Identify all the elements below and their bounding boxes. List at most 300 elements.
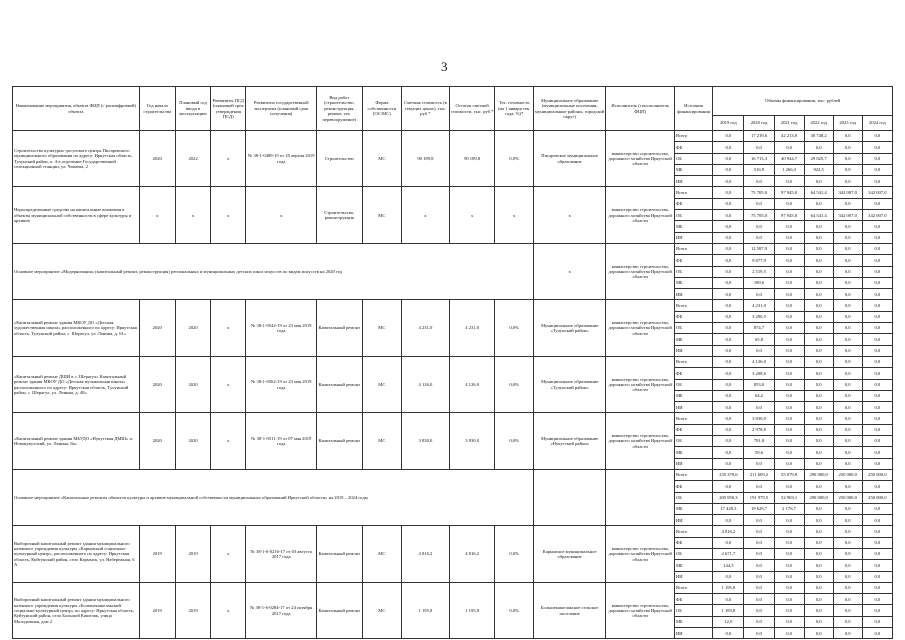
executor: министерство строительства, дорожного хозяйства Иркутской области xyxy=(606,300,674,356)
header-year: 2020 год xyxy=(744,116,774,131)
funding-amount: 0,0 xyxy=(862,345,892,356)
executor: министерство строительства, дорожного хозяйства Иркутской области xyxy=(606,582,674,638)
year-start: 2020 xyxy=(139,300,175,356)
header-year: 2024 год xyxy=(862,116,892,131)
tech-readiness: 0,0% xyxy=(495,300,533,356)
funding-source: Всего xyxy=(674,356,712,367)
header-source: Источник финансирования xyxy=(674,87,712,131)
funding-amount: 0,0 xyxy=(862,266,892,277)
funding-amount: 191 979,5 xyxy=(744,492,774,503)
funding-amount: 0,0 xyxy=(713,515,744,526)
year-end: 2020 xyxy=(175,356,210,412)
funding-amount: 0,0 xyxy=(862,221,892,232)
funding-amount: 2 978,8 xyxy=(744,424,774,435)
funding-source: ИИ xyxy=(674,628,712,639)
funding-amount: 0,0 xyxy=(862,153,892,164)
funding-amount: 0,0 xyxy=(804,277,833,288)
funding-amount: 9 877,9 xyxy=(744,255,774,266)
cost-balance: 1 195,8 xyxy=(449,582,495,638)
funding-amount: 0,0 xyxy=(744,515,774,526)
table-row xyxy=(13,187,893,198)
funding-amount: 0,0 xyxy=(862,232,892,243)
funding-amount: 0,0 xyxy=(804,436,833,447)
funding-amount: 0,0 xyxy=(862,311,892,322)
table-row xyxy=(13,469,893,480)
table-header xyxy=(13,87,893,131)
funding-amount: 0,0 xyxy=(774,356,804,367)
header-year-end: Плановый год ввода в эксплуатацию xyxy=(175,87,210,131)
funding-amount: 0,0 xyxy=(713,356,744,367)
funding-amount: 0,0 xyxy=(804,515,833,526)
funding-amount: 0,0 xyxy=(774,582,804,593)
funding-amount: 4 671,7 xyxy=(713,548,744,559)
funding-amount: 0,0 xyxy=(862,255,892,266)
funding-amount: 0,0 xyxy=(804,616,833,627)
funding-amount: 0,0 xyxy=(862,548,892,559)
funding-amount: 0,0 xyxy=(833,176,862,187)
funding-source: ОБ xyxy=(674,323,712,334)
funding-amount: 0,0 xyxy=(862,571,892,582)
ownership-form: МС xyxy=(362,187,401,243)
funding-amount: 0,0 xyxy=(804,582,833,593)
object-name: Выборочный капитальный ремонт здания муниципального казенного учреждения культуры «Карымский социально-культурный центр», расположенного по адресу: Иркутская область, Куйтунский район, село Карымск, ул. Набережная, 6 А xyxy=(13,526,140,582)
funding-source: Всего xyxy=(674,187,712,198)
funding-amount: 0,0 xyxy=(833,368,862,379)
funding-amount: 0,0 xyxy=(862,503,892,514)
funding-amount: 97 945,0 xyxy=(774,210,804,221)
municipality xyxy=(533,469,606,525)
expertise-details: № 38-1-0542-19 от 23 мая 2019 года xyxy=(246,300,317,356)
funding-amount: 0,0 xyxy=(804,413,833,424)
funding-amount: 0,0 xyxy=(833,515,862,526)
expertise-details: № 38-1-6-0216-17 от 03 августа 2017 года xyxy=(246,526,317,582)
tech-readiness: 0,0% xyxy=(495,526,533,582)
funding-amount: 0,0 xyxy=(833,277,862,288)
funding-amount: 0,0 xyxy=(713,447,744,458)
funding-amount: 30 748,2 xyxy=(804,131,833,142)
funding-amount: 290 000,0 xyxy=(804,492,833,503)
executor: министерство строительства, дорожного хозяйства Иркутской области xyxy=(606,187,674,243)
funding-amount: 0,0 xyxy=(804,458,833,469)
funding-amount: 0,0 xyxy=(833,390,862,401)
funding-amount: 0,0 xyxy=(833,526,862,537)
funding-amount: 4 126,0 xyxy=(744,356,774,367)
municipality: Муниципальное образование «Тулунский район» xyxy=(533,300,606,356)
table-row xyxy=(13,413,893,424)
funding-source: МБ xyxy=(674,390,712,401)
table-row xyxy=(13,131,893,142)
funding-amount: 0,0 xyxy=(744,548,774,559)
funding-amount: 3 830,0 xyxy=(744,413,774,424)
funding-amount: 65,8 xyxy=(744,334,774,345)
year-start: х xyxy=(139,187,175,243)
funding-amount: 0,0 xyxy=(833,232,862,243)
object-name: «Капитальный ремонт здания МБУДО «Нукутская ДМШ» п. Новонукутский, ул. Ленина, 8а» xyxy=(13,413,140,469)
funding-amount: 29 825,7 xyxy=(804,153,833,164)
object-name: Строительство культурно-досугового центра Писаревского муниципального образования по адресу: Иркутская область, Тулунский район, п. 4-е отделение Государственной селекционной станции, ул. Чапаева, 2 xyxy=(13,131,140,187)
work-type: Капитальный ремонт xyxy=(316,300,362,356)
funding-amount: 0,0 xyxy=(713,289,744,300)
funding-amount: 55 079,8 xyxy=(774,469,804,480)
funding-amount: 3 290,5 xyxy=(744,311,774,322)
funding-amount: 0,0 xyxy=(774,221,804,232)
funding-amount: 0,0 xyxy=(804,334,833,345)
funding-source: ОБ xyxy=(674,379,712,390)
funding-amount: 250 000,0 xyxy=(833,492,862,503)
pir-details: х xyxy=(211,582,246,638)
header-municipality: Муниципальное образование (муниципальные поселения, муниципальные районы, городской округ) xyxy=(533,87,606,131)
funding-amount: 0,0 xyxy=(862,176,892,187)
funding-amount: 0,0 xyxy=(862,458,892,469)
funding-amount: 0,0 xyxy=(804,537,833,548)
page-number: 3 xyxy=(441,59,448,74)
funding-amount: 0,0 xyxy=(744,402,774,413)
funding-amount: 0,0 xyxy=(833,413,862,424)
funding-amount: 0,0 xyxy=(833,582,862,593)
funding-amount: 1 183,8 xyxy=(713,605,744,616)
header-year: 2019 год xyxy=(713,116,744,131)
funding-amount: 0,0 xyxy=(804,560,833,571)
year-end: х xyxy=(175,187,210,243)
funding-amount: 0,0 xyxy=(833,605,862,616)
funding-amount: 0,0 xyxy=(744,526,774,537)
funding-amount: 0,0 xyxy=(713,402,744,413)
year-end: 2022 xyxy=(175,131,210,187)
funding-amount: 0,0 xyxy=(774,232,804,243)
tech-readiness: 0,0% xyxy=(495,413,533,469)
executor: министерство строительства, дорожного хозяйства Иркутской области xyxy=(606,243,674,299)
funding-amount: 0,0 xyxy=(804,628,833,639)
funding-amount: 0,0 xyxy=(713,277,744,288)
funding-amount: 0,0 xyxy=(713,458,744,469)
funding-amount: 0,0 xyxy=(833,447,862,458)
funding-amount: 0,0 xyxy=(862,334,892,345)
funding-amount: 0,0 xyxy=(833,628,862,639)
funding-amount: 0,0 xyxy=(713,379,744,390)
funding-amount: 12,0 xyxy=(713,616,744,627)
funding-amount: 0,0 xyxy=(713,424,744,435)
funding-source: ИИ xyxy=(674,515,712,526)
funding-amount: 0,0 xyxy=(862,537,892,548)
funding-amount: 0,0 xyxy=(744,221,774,232)
funding-amount: 0,0 xyxy=(862,390,892,401)
funding-amount: 0,0 xyxy=(833,424,862,435)
year-start: 2019 xyxy=(139,582,175,638)
funding-source: ФБ xyxy=(674,481,712,492)
funding-source: Всего xyxy=(674,526,712,537)
funding-amount: 0,0 xyxy=(804,142,833,153)
funding-source: МБ xyxy=(674,503,712,514)
funding-amount: 52 903,1 xyxy=(774,492,804,503)
funding-amount: 250 000,0 xyxy=(862,469,892,480)
funding-amount: 0,0 xyxy=(804,266,833,277)
funding-amount: 0,0 xyxy=(713,176,744,187)
funding-amount: 4 231,0 xyxy=(744,300,774,311)
funding-source: МБ xyxy=(674,616,712,627)
funding-source: ФБ xyxy=(674,198,712,209)
funding-amount: 0,0 xyxy=(713,142,744,153)
funding-amount: 0,0 xyxy=(833,221,862,232)
pir-details: х xyxy=(211,131,246,187)
table-row xyxy=(13,243,893,254)
funding-amount: 0,0 xyxy=(713,232,744,243)
funding-amount: 0,0 xyxy=(804,402,833,413)
pir-details: х xyxy=(211,187,246,243)
funding-amount: 0,0 xyxy=(804,345,833,356)
funding-amount: 0,0 xyxy=(862,277,892,288)
funding-amount: 0,0 xyxy=(774,560,804,571)
funding-amount: 59,6 xyxy=(744,447,774,458)
funding-source: ФБ xyxy=(674,311,712,322)
funding-amount: 17 428,3 xyxy=(713,503,744,514)
cost-balance: 4 231,0 xyxy=(449,300,495,356)
funding-source: МБ xyxy=(674,560,712,571)
funding-amount: 0,0 xyxy=(833,560,862,571)
funding-amount: 19 629,7 xyxy=(744,503,774,514)
estimated-cost: 4 126,0 xyxy=(402,356,450,412)
funding-amount: 3 208,6 xyxy=(744,368,774,379)
funding-amount: 0,0 xyxy=(774,571,804,582)
year-end: 2020 xyxy=(175,413,210,469)
funding-amount: 0,0 xyxy=(833,481,862,492)
funding-amount: 0,0 xyxy=(744,537,774,548)
funding-amount: 0,0 xyxy=(804,232,833,243)
funding-amount: 0,0 xyxy=(833,255,862,266)
funding-amount: 0,0 xyxy=(833,334,862,345)
year-end: 2019 xyxy=(175,526,210,582)
funding-amount: 0,0 xyxy=(862,616,892,627)
funding-source: МБ xyxy=(674,447,712,458)
funding-amount: 516,9 xyxy=(744,164,774,175)
header-ownership: Форма собственности (ОС/МС) xyxy=(362,87,401,131)
funding-amount: 0,0 xyxy=(804,447,833,458)
funding-amount: 0,0 xyxy=(804,379,833,390)
funding-amount: 0,0 xyxy=(774,311,804,322)
funding-amount: 0,0 xyxy=(774,379,804,390)
funding-amount: 0,0 xyxy=(713,311,744,322)
year-start: 2020 xyxy=(139,356,175,412)
funding-amount: 0,0 xyxy=(862,379,892,390)
funding-amount: 0,0 xyxy=(774,413,804,424)
funding-source: ОБ xyxy=(674,605,712,616)
funding-amount: 0,0 xyxy=(713,153,744,164)
header-year-start: Год начала строительства xyxy=(139,87,175,131)
cost-balance: 3 830,0 xyxy=(449,413,495,469)
section-title: Основное мероприятие «Модернизация» (капитальный ремонт, реконструкция) региональных и муниципальных детских школ искусств по видам искусств на 2020 год xyxy=(13,243,534,299)
funding-amount: 0,0 xyxy=(862,481,892,492)
funding-amount: 0,0 xyxy=(713,221,744,232)
funding-amount: 922,5 xyxy=(804,164,833,175)
funding-amount: 0,0 xyxy=(744,616,774,627)
funding-amount: 12 587,9 xyxy=(744,243,774,254)
funding-amount: 0,0 xyxy=(774,323,804,334)
header-readiness: Тех. готовность (на 1 января тек. года, %)* xyxy=(495,87,533,131)
funding-amount: 42 213,0 xyxy=(774,131,804,142)
funding-amount: 0,0 xyxy=(804,243,833,254)
funding-amount: 250 000,0 xyxy=(862,492,892,503)
funding-amount: 144,5 xyxy=(713,560,744,571)
funding-amount: 0,0 xyxy=(774,515,804,526)
funding-amount: 290 000,0 xyxy=(804,469,833,480)
funding-amount: 0,0 xyxy=(713,594,744,605)
funding-amount: 0,0 xyxy=(833,198,862,209)
funding-amount: 235 378,6 xyxy=(713,469,744,480)
estimated-cost: х xyxy=(402,187,450,243)
cost-balance: 4 126,0 xyxy=(449,356,495,412)
executor: министерство строительства, дорожного хозяйства Иркутской области xyxy=(606,526,674,582)
funding-amount: 874,7 xyxy=(744,323,774,334)
pir-details: х xyxy=(211,413,246,469)
funding-amount: 0,0 xyxy=(833,345,862,356)
funding-amount: 791,8 xyxy=(744,436,774,447)
funding-source: ОБ xyxy=(674,548,712,559)
funding-amount: 0,0 xyxy=(774,334,804,345)
funding-amount: 0,0 xyxy=(774,142,804,153)
funding-amount: 0,0 xyxy=(804,594,833,605)
funding-amount: 0,0 xyxy=(804,300,833,311)
funding-amount: 0,0 xyxy=(774,526,804,537)
funding-amount: 0,0 xyxy=(833,537,862,548)
funding-amount: 1 195,8 xyxy=(713,582,744,593)
funding-source: МБ xyxy=(674,221,712,232)
funding-amount: 0,0 xyxy=(744,481,774,492)
funding-source: МБ xyxy=(674,334,712,345)
funding-amount: 0,0 xyxy=(713,390,744,401)
funding-amount: 0,0 xyxy=(713,300,744,311)
funding-amount: 0,0 xyxy=(744,345,774,356)
funding-source: Всего xyxy=(674,131,712,142)
year-start: 2020 xyxy=(139,413,175,469)
funding-amount: 342 007,0 xyxy=(833,210,862,221)
funding-amount: 0,0 xyxy=(774,243,804,254)
funding-amount: 0,0 xyxy=(804,526,833,537)
funding-amount: 250 000,0 xyxy=(833,469,862,480)
funding-amount: 0,0 xyxy=(862,605,892,616)
ownership-form: МС xyxy=(362,300,401,356)
expertise-details: х xyxy=(246,187,317,243)
executor: министерство строительства, дорожного хозяйства Иркутской области xyxy=(606,413,674,469)
funding-amount: 0,0 xyxy=(804,571,833,582)
header-name: Наименование мероприятия, объекта ФЦП (с расшифровкой) объекта xyxy=(13,87,140,131)
table-row xyxy=(13,300,893,311)
funding-amount: 0,0 xyxy=(833,323,862,334)
funding-source: ИИ xyxy=(674,176,712,187)
funding-amount: 0,0 xyxy=(804,176,833,187)
funding-amount: 0,0 xyxy=(804,368,833,379)
header-year: 2021 год xyxy=(774,116,804,131)
funding-amount: 1 266,3 xyxy=(774,164,804,175)
expertise-details: № 38-1-0511-19 от 07 мая 2019 года xyxy=(246,413,317,469)
funding-amount: 0,0 xyxy=(774,628,804,639)
estimated-cost: 90 189,8 xyxy=(402,131,450,187)
ownership-form: МС xyxy=(362,356,401,412)
funding-amount: 0,0 xyxy=(774,277,804,288)
funding-amount: 0,0 xyxy=(833,571,862,582)
expertise-details: № 38-1-6-0284-17 от 24 октября 2017 года xyxy=(246,582,317,638)
funding-amount: 0,0 xyxy=(862,198,892,209)
funding-amount: 0,0 xyxy=(713,413,744,424)
funding-amount: 0,0 xyxy=(833,164,862,175)
pir-details: х xyxy=(211,356,246,412)
funding-amount: 16 713,3 xyxy=(744,153,774,164)
funding-amount: 0,0 xyxy=(804,424,833,435)
funding-amount: 0,0 xyxy=(833,458,862,469)
funding-amount: 97 945,0 xyxy=(774,187,804,198)
pir-details: х xyxy=(211,300,246,356)
cost-balance: х xyxy=(449,187,495,243)
funding-amount: 0,0 xyxy=(774,300,804,311)
object-name: «Капитальный ремонт здания МКОУ ДО «Детская художественная школа» расположенного по адресу: Иркутская область, Тулунский район, с. Шерагул, ул. Ленина, д. 61» xyxy=(13,300,140,356)
funding-amount: 0,0 xyxy=(833,436,862,447)
funding-amount: 0,0 xyxy=(862,413,892,424)
expertise-details: № 38-1-0489-19 от 18 апреля 2019 года xyxy=(246,131,317,187)
funding-amount: 0,0 xyxy=(744,458,774,469)
table-body xyxy=(13,131,893,639)
funding-source: Всего xyxy=(674,469,712,480)
funding-amount: 0,0 xyxy=(833,379,862,390)
funding-amount: 0,0 xyxy=(862,436,892,447)
funding-source: ФБ xyxy=(674,142,712,153)
funding-amount: 0,0 xyxy=(744,605,774,616)
header-work-type: Вид работ (строительство, реконструкция, ремонт, тех. перевооружение) xyxy=(316,87,362,131)
funding-amount: 0,0 xyxy=(804,221,833,232)
funding-amount: 0,0 xyxy=(862,368,892,379)
work-type: Капитальный ремонт xyxy=(316,413,362,469)
funding-amount: 0,0 xyxy=(862,402,892,413)
tech-readiness: х xyxy=(495,187,533,243)
estimated-cost: 4 816,2 xyxy=(402,526,450,582)
funding-amount: 0,0 xyxy=(774,424,804,435)
funding-amount: 0,0 xyxy=(862,164,892,175)
ownership-form: МС xyxy=(362,526,401,582)
ownership-form: МС xyxy=(362,131,401,187)
funding-amount: 0,0 xyxy=(713,537,744,548)
funding-amount: 0,0 xyxy=(774,402,804,413)
header-funding: Объемы финансирования, тыс. рублей xyxy=(713,87,893,116)
funding-source: ФБ xyxy=(674,255,712,266)
funding-amount: 205 950,3 xyxy=(713,492,744,503)
cost-balance: 4 816,2 xyxy=(449,526,495,582)
funding-amount: 0,0 xyxy=(862,131,892,142)
tech-readiness: 0,0% xyxy=(495,131,533,187)
funding-amount: 0,0 xyxy=(774,537,804,548)
estimated-cost: 3 830,0 xyxy=(402,413,450,469)
funding-amount: 0,0 xyxy=(713,198,744,209)
funding-source: ФБ xyxy=(674,537,712,548)
funding-source: ОБ xyxy=(674,492,712,503)
funding-amount: 0,0 xyxy=(713,131,744,142)
funding-amount: 0,0 xyxy=(713,436,744,447)
funding-amount: 0,0 xyxy=(833,594,862,605)
funding-amount: 0,0 xyxy=(713,243,744,254)
work-type: Капитальный ремонт xyxy=(316,526,362,582)
investment-table xyxy=(12,86,893,639)
funding-amount: 0,0 xyxy=(744,582,774,593)
funding-source: МБ xyxy=(674,277,712,288)
funding-amount: 0,0 xyxy=(744,142,774,153)
funding-amount: 2 176,7 xyxy=(774,503,804,514)
funding-amount: 17 219,6 xyxy=(744,131,774,142)
funding-source: Всего xyxy=(674,300,712,311)
funding-amount: 64 541,4 xyxy=(804,187,833,198)
funding-amount: 0,0 xyxy=(833,131,862,142)
funding-amount: 0,0 xyxy=(862,628,892,639)
funding-source: ФБ xyxy=(674,368,712,379)
funding-amount: 0,0 xyxy=(744,232,774,243)
funding-amount: 0,0 xyxy=(713,164,744,175)
funding-amount: 40 944,7 xyxy=(774,153,804,164)
funding-amount: 0,0 xyxy=(833,300,862,311)
